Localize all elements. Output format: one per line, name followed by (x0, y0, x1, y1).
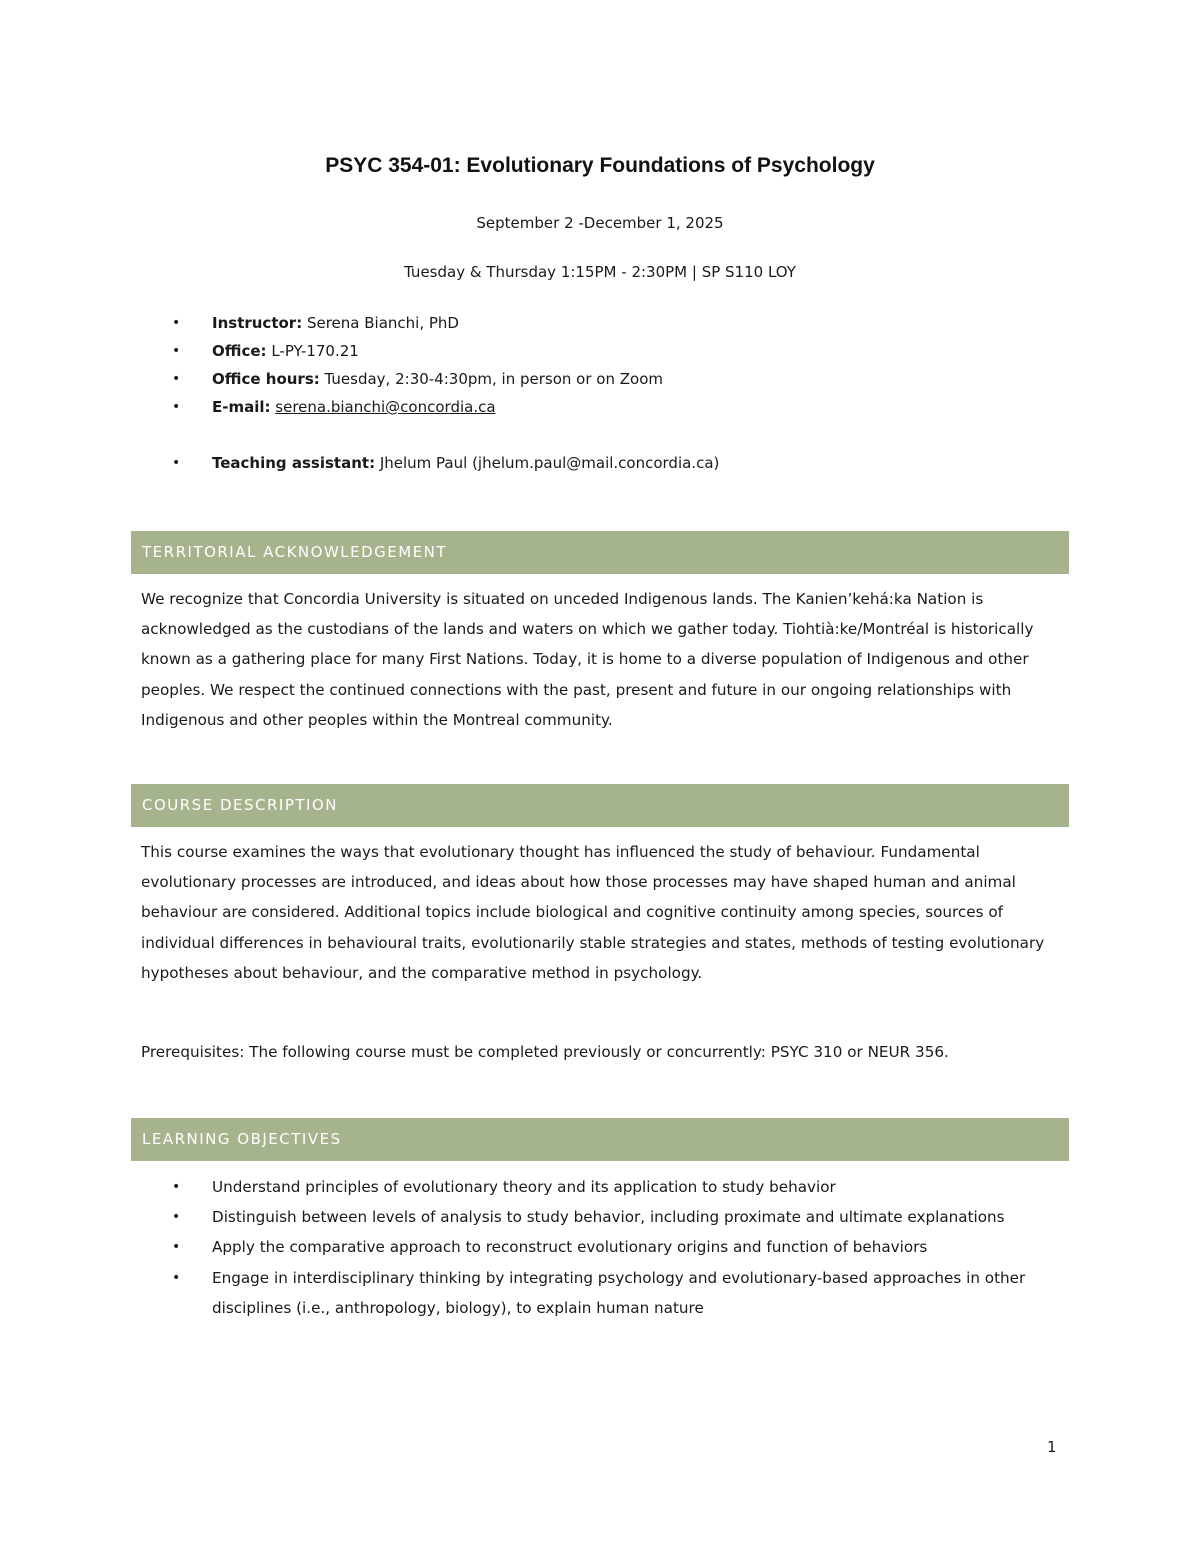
email-item (172, 397, 663, 425)
office-hours-value: Tuesday, 2:30-4:30pm, in person or on Zoom (319, 370, 663, 388)
objective-text: Understand principles of evolutionary theory and its application to study behavior (212, 1178, 836, 1196)
course-description-heading: COURSE DESCRIPTION (131, 784, 1069, 827)
bullet-icon: • (172, 1269, 181, 1286)
territorial-acknowledgement-heading: TERRITORIAL ACKNOWLEDGEMENT (131, 531, 1069, 574)
bullet-icon: • (172, 1209, 181, 1226)
instructor-label: Instructor: (212, 314, 303, 332)
page-number: 1 (1047, 1438, 1057, 1456)
list-item (172, 1202, 1052, 1232)
ta-label: Teaching assistant: (212, 454, 376, 472)
office-item (172, 341, 663, 369)
course-description-text: This course examines the ways that evolutionary thought has influenced the study of behaviour. Fundamental evolutionary processes are introduced, and ideas about how those processes may have shaped human and animal behaviour are considered. Additional topics include biological and cognitive continuity among species, sources of individual differences in behavioural traits, evolutionarily stable strategies and states, methods of testing evolutionary hypotheses about behaviour, and the comparative method in psychology. (141, 843, 1045, 982)
office-hours-item (172, 369, 663, 397)
teaching-assistant-item (172, 453, 719, 481)
list-item (172, 1172, 1052, 1202)
objective-text: Engage in interdisciplinary thinking by integrating psychology and evolutionary-based approaches in other disciplines (i.e., anthropology, biology), to explain human nature (212, 1268, 1026, 1317)
ta-value: Jhelum Paul (jhelum.paul@mail.concordia.ca) (375, 454, 720, 472)
learning-objectives-heading: LEARNING OBJECTIVES (131, 1118, 1069, 1161)
office-hours-label: Office hours: (212, 370, 320, 388)
bullet-icon: • (172, 343, 181, 359)
office-label: Office: (212, 342, 267, 360)
bullet-icon: • (172, 371, 181, 387)
ta-list (172, 453, 719, 481)
email-label: E-mail: (212, 398, 271, 416)
territorial-acknowledgement-text: We recognize that Concordia University is situated on unceded Indigenous lands. The Kanien’kehá:ka Nation is acknowledged as the custodians of the lands and waters on which we gather today. Tiohtià:ke/Montréal is historically known as a gathering place for many First Nations. Today, it is home to a diverse population of Indigenous and other peoples. We respect the continued connections with the past, present and future in our ongoing relationships with Indigenous and other peoples within the Montreal community. (141, 590, 1034, 729)
list-item (172, 1232, 1052, 1262)
course-schedule: Tuesday & Thursday 1:15PM - 2:30PM | SP S110 LOY (404, 263, 796, 281)
prerequisites-text: Prerequisites: The following course must be completed previously or concurrently: PSYC 310 or NEUR 356. (141, 1043, 949, 1061)
bullet-icon: • (172, 315, 181, 331)
objective-text: Distinguish between levels of analysis to study behavior, including proximate and ultimate explanations (212, 1208, 1005, 1227)
instructor-item (172, 313, 663, 341)
page-title: PSYC 354-01: Evolutionary Foundations of Psychology (325, 154, 875, 177)
bullet-icon: • (172, 399, 181, 415)
learning-objectives-list (172, 1172, 1052, 1323)
office-value: L-PY-170.21 (266, 342, 359, 360)
instructor-value: Serena Bianchi, PhD (302, 314, 459, 332)
bullet-icon: • (172, 1179, 181, 1195)
objective-text: Apply the comparative approach to reconstruct evolutionary origins and function of behaviors (212, 1238, 928, 1257)
list-item (172, 1263, 1052, 1323)
bullet-icon: • (172, 455, 181, 471)
email-link[interactable]: serena.bianchi@concordia.ca (275, 398, 496, 416)
contact-list (172, 313, 663, 425)
bullet-icon: • (172, 1239, 181, 1256)
course-dates: September 2 -December 1, 2025 (476, 214, 724, 232)
